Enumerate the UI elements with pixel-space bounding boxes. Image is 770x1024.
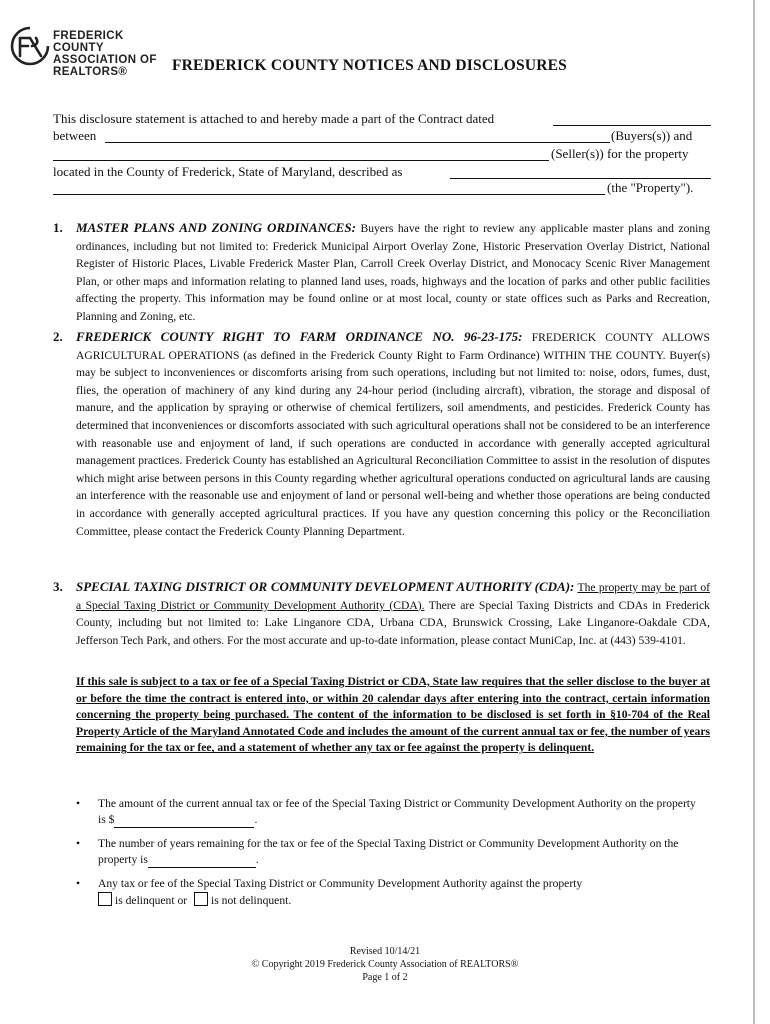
cda-disclosure-notice: If this sale is subject to a tax or fee of a Special Taxing District or CDA, State law requires that the seller disclose to the buyer at or before the time the contract is entered into, or within 20 calendar days after entering into the contract, certain information concerning the property being purchased. The content of the information to be disclosed is set forth in §10-704 of the Real Property Article of the Maryland Annotated Code and includes the amount of the current annual tax or fee, the number of years remaining for the tax or fee, and a statement of whether any tax or fee against the property is delinquent.: [76, 675, 710, 755]
logo-wordmark: [53, 30, 157, 78]
section-heading: FREDERICK COUNTY RIGHT TO FARM ORDINANCE NO. 96-23-175:: [76, 329, 523, 344]
bullet-period: .: [255, 853, 259, 866]
intro-contract-text: This disclosure statement is attached to and hereby made a part of the Contract dated: [53, 111, 495, 126]
property-label: (the "Property").: [607, 180, 694, 195]
list-item: [76, 796, 706, 828]
page-footer: [200, 945, 570, 984]
section-special-taxing: [53, 578, 710, 649]
bullet-icon: •: [76, 837, 81, 850]
contract-date-field[interactable]: [553, 111, 711, 126]
buyers-label: (Buyers(s)) and: [611, 128, 693, 143]
page-number: Page 1 of 2: [362, 972, 408, 983]
bullet-text: The number of years remaining for the tax or fee of the Special Taxing District or Community Development Authority on the property is: [98, 837, 679, 866]
section-master-plans: [53, 219, 710, 326]
sellers-field[interactable]: [53, 146, 549, 161]
logo-line: REALTORS®: [53, 66, 128, 78]
list-item: [76, 836, 706, 868]
not-delinquent-label: is not delinquent.: [211, 894, 292, 907]
document-title: FREDERICK COUNTY NOTICES AND DISCLOSURES: [172, 57, 568, 74]
property-description-field-2[interactable]: [53, 180, 605, 195]
intro-line-buyers: [53, 128, 712, 146]
annual-tax-amount-field[interactable]: [114, 814, 254, 828]
section-number: 3.: [53, 579, 63, 594]
section-number: 1.: [53, 220, 63, 235]
sellers-label: (Seller(s)) for the property: [551, 146, 689, 161]
section-text: FREDERICK COUNTY ALLOWS AGRICULTURAL OPERATIONS (as defined in the Frederick County Right to Farm Ordinance) WITHIN THE COUNTY. Buyer(s) may be subject to inconveniences or discomforts arising from such operations, including but not limited to: noise, odors, fumes, dust, flies, the operation of machinery of any kind during any 24-hour period (including aircraft), vibration, the storage and disposal of manure, and the application by spraying or otherwise of chemical fertilizers, soil amendments, and pesticides. Frederick County has determined that inconveniences or discomforts associated with such agricultural operations shall not be considered to be an interference with reasonable use and enjoyment of land, if such operations are conducted in accordance with generally accepted agricultural management practices. Frederick County has established an Agricultural Reconciliation Committee to assist in the resolution of disputes which might arise between persons in this County regarding whether agricultural operations conducted on agricultural lands are causing an interference with the reasonable use and enjoyment of land or personal well-being and whether those operations are being conducted in accordance with generally accepted agricultural practices. If you have any question concerning this policy or the Reconciliation Committee, please contact the Frederick County Planning Department.: [76, 331, 711, 538]
bullet-icon: •: [76, 877, 81, 890]
section-underlined-text: The property may be part of a Special Taxing District or Community Development Authority (CDA).: [76, 581, 710, 612]
list-item: [76, 876, 706, 909]
location-text: located in the County of Frederick, State of Maryland, described as: [53, 164, 403, 179]
logo-line: FREDERICK: [53, 30, 124, 42]
far-logo-mark-icon: [10, 26, 50, 66]
intro-line-property: [53, 180, 712, 198]
logo-line: ASSOCIATION OF: [53, 54, 157, 66]
revised-date: Revised 10/14/21: [349, 946, 421, 957]
section-heading: SPECIAL TAXING DISTRICT OR COMMUNITY DEVELOPMENT AUTHORITY (CDA):: [76, 579, 575, 594]
section-number: 2.: [53, 329, 63, 344]
bullet-period: .: [254, 813, 258, 826]
section-right-to-farm: [53, 328, 710, 540]
section-text: There are Special Taxing Districts and CDAs in Frederick County, including but not limited to: Lake Linganore CDA, Urbana CDA, Brunswick Crossing, Lake Linganore-Oakdale CDA, Jefferson Tech Park, and others. For the most accurate and up-to-date information, please contact MuniCap, Inc. at (443) 539-4101.: [76, 598, 710, 647]
delinquent-checkbox[interactable]: [98, 892, 112, 906]
section-text: Buyers have the right to review any applicable master plans and zoning ordinances, including but not limited to: Frederick Municipal Airport Overlay Zone, Historic Preservation Overlay District, National Register of Historic Places, Livable Frederick Master Plan, Carroll Creek Overlay District, and Monocacy Scenic River Management Plan, or other maps and information relating to planned land uses, roads, highways and the location of parks and other public facilities affecting the property. This information may be found online or at most local, county or state offices such as Parks and Recreation, Planning and Zoning, etc.: [76, 222, 710, 323]
section-heading: MASTER PLANS AND ZONING ORDINANCES:: [76, 220, 356, 235]
intro-line-contract-date: [53, 111, 712, 129]
bullet-text: The amount of the current annual tax or fee of the Special Taxing District or Community Development Authority on the property is $: [98, 797, 696, 826]
copyright-text: © Copyright 2019 Frederick County Association of REALTORS®: [251, 959, 519, 970]
bullet-text: Any tax or fee of the Special Taxing District or Community Development Authority against the property: [98, 877, 583, 890]
property-description-field[interactable]: [450, 164, 711, 179]
intro-line-sellers: [53, 146, 712, 164]
between-label: between: [53, 128, 97, 143]
not-delinquent-checkbox[interactable]: [194, 892, 208, 906]
page-edge-line: [753, 0, 755, 1024]
buyers-field[interactable]: [105, 128, 610, 143]
delinquent-label: is delinquent or: [115, 894, 188, 907]
bullet-icon: •: [76, 797, 81, 810]
cda-bullet-list: [76, 796, 706, 917]
logo-line: COUNTY: [53, 42, 104, 54]
years-remaining-field[interactable]: [148, 854, 256, 868]
far-logo: [10, 26, 190, 96]
